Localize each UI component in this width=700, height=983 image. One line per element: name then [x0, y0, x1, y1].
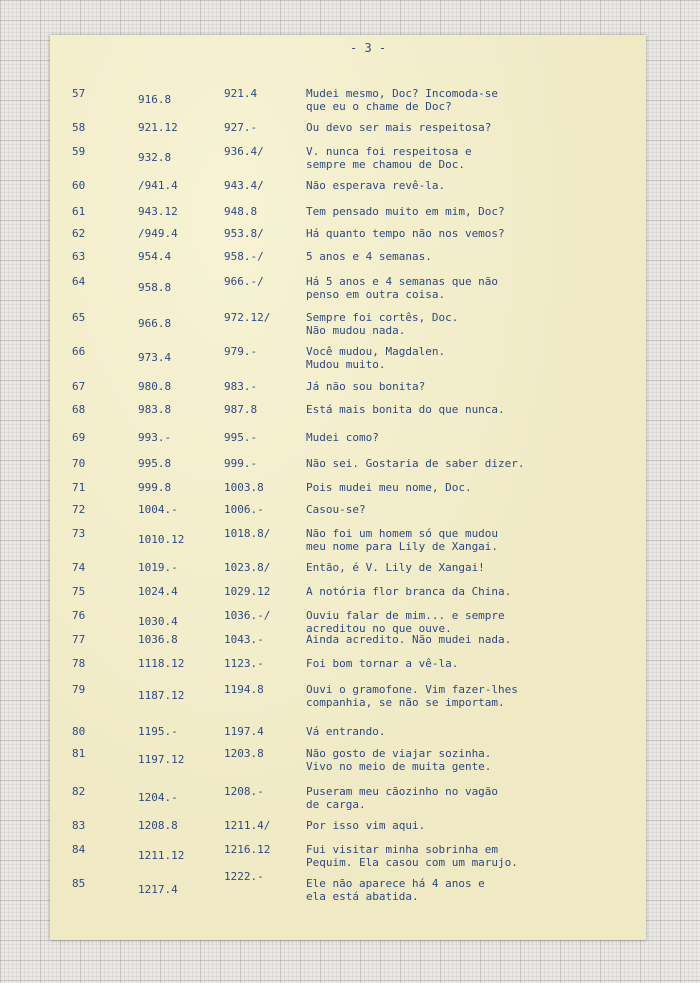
- dialogue-text: [306, 877, 485, 903]
- row-number: 58: [72, 121, 86, 134]
- dialogue-line: Não esperava revê-la.: [306, 179, 446, 192]
- row-number: 65: [72, 311, 86, 324]
- timecode-in: 983.8: [138, 403, 172, 416]
- timecode-out: 979.-: [224, 345, 258, 358]
- dialogue-line: 5 anos e 4 semanas.: [306, 250, 432, 263]
- dialogue-line: Vivo no meio de muita gente.: [306, 760, 492, 773]
- timecode-out: 1208.-: [224, 785, 264, 798]
- timecode-out: 948.8: [224, 205, 258, 218]
- dialogue-text: [306, 683, 518, 709]
- timecode-out: 987.8: [224, 403, 258, 416]
- timecode-out: 1197.4: [224, 725, 264, 738]
- dialogue-line: Não mudou nada.: [306, 324, 406, 337]
- dialogue-text: [306, 179, 445, 192]
- timecode-out: 1018.8/: [224, 527, 271, 540]
- dialogue-line: V. nunca foi respeitosa e: [306, 145, 472, 158]
- timecode-out: 1222.-: [224, 870, 264, 883]
- dialogue-text: [306, 747, 491, 773]
- timecode-in: 1118.12: [138, 657, 185, 670]
- row-number: 63: [72, 250, 86, 263]
- row-number: 61: [72, 205, 86, 218]
- dialogue-text: [306, 527, 498, 553]
- dialogue-line: Mudei como?: [306, 431, 379, 444]
- row-number: 59: [72, 145, 86, 158]
- dialogue-line: sempre me chamou de Doc.: [306, 158, 465, 171]
- dialogue-text: [306, 311, 458, 337]
- dialogue-line: Então, é V. Lily de Xangai!: [306, 561, 485, 574]
- row-number: 71: [72, 481, 86, 494]
- dialogue-line: Não gosto de viajar sozinha.: [306, 747, 492, 760]
- timecode-out: 1023.8/: [224, 561, 271, 574]
- dialogue-line: Não foi um homem só que mudou: [306, 527, 499, 540]
- dialogue-line: Ou devo ser mais respeitosa?: [306, 121, 492, 134]
- timecode-in: 1195.-: [138, 725, 178, 738]
- row-number: 84: [72, 843, 86, 856]
- row-number: 77: [72, 633, 86, 646]
- dialogue-text: [306, 87, 498, 113]
- timecode-out: 953.8/: [224, 227, 264, 240]
- dialogue-text: [306, 633, 511, 646]
- dialogue-text: [306, 345, 445, 371]
- timecode-out: 936.4/: [224, 145, 264, 158]
- row-number: 74: [72, 561, 86, 574]
- dialogue-line: Mudou muito.: [306, 358, 386, 371]
- dialogue-text: [306, 275, 498, 301]
- timecode-out: 921.4: [224, 87, 258, 100]
- dialogue-text: [306, 843, 518, 869]
- dialogue-text: [306, 227, 505, 240]
- row-number: 76: [72, 609, 86, 622]
- timecode-in: 973.4: [138, 351, 172, 364]
- timecode-in: 1208.8: [138, 819, 178, 832]
- dialogue-text: [306, 609, 505, 635]
- dialogue-line: Ainda acredito. Não mudei nada.: [306, 633, 512, 646]
- timecode-in: 1187.12: [138, 689, 185, 702]
- timecode-in: 1036.8: [138, 633, 178, 646]
- timecode-out: 1003.8: [224, 481, 264, 494]
- row-number: 57: [72, 87, 86, 100]
- timecode-in: 958.8: [138, 281, 172, 294]
- timecode-out: 999.-: [224, 457, 258, 470]
- row-number: 75: [72, 585, 86, 598]
- timecode-in: 1204.-: [138, 791, 178, 804]
- timecode-in: 1030.4: [138, 615, 178, 628]
- timecode-out: 943.4/: [224, 179, 264, 192]
- dialogue-line: que eu o chame de Doc?: [306, 100, 452, 113]
- timecode-in: 995.8: [138, 457, 172, 470]
- row-number: 62: [72, 227, 86, 240]
- timecode-out: 1043.-: [224, 633, 264, 646]
- dialogue-line: Há 5 anos e 4 semanas que não: [306, 275, 499, 288]
- dialogue-text: [306, 121, 491, 134]
- timecode-out: 966.-/: [224, 275, 264, 288]
- dialogue-text: [306, 585, 511, 598]
- timecode-out: 1216.12: [224, 843, 271, 856]
- dialogue-line: ela está abatida.: [306, 890, 419, 903]
- row-number: 69: [72, 431, 86, 444]
- dialogue-line: companhia, se não se importam.: [306, 696, 505, 709]
- dialogue-text: [306, 657, 458, 670]
- row-number: 70: [72, 457, 86, 470]
- timecode-out: 1036.-/: [224, 609, 271, 622]
- dialogue-text: [306, 785, 498, 811]
- timecode-in: /949.4: [138, 227, 178, 240]
- dialogue-line: Puseram meu cãozinho no vagão: [306, 785, 499, 798]
- timecode-in: 1019.-: [138, 561, 178, 574]
- timecode-in: /941.4: [138, 179, 178, 192]
- dialogue-text: [306, 431, 379, 444]
- dialogue-text: [306, 250, 432, 263]
- dialogue-line: Foi bom tornar a vê-la.: [306, 657, 459, 670]
- row-number: 64: [72, 275, 86, 288]
- dialogue-text: [306, 145, 472, 171]
- timecode-in: 1004.-: [138, 503, 178, 516]
- dialogue-text: [306, 205, 505, 218]
- timecode-out: 927.-: [224, 121, 258, 134]
- dialogue-line: Tem pensado muito em mim, Doc?: [306, 205, 505, 218]
- dialogue-line: Mudei mesmo, Doc? Incomoda-se: [306, 87, 499, 100]
- timecode-in: 993.-: [138, 431, 172, 444]
- dialogue-line: Fui visitar minha sobrinha em: [306, 843, 499, 856]
- dialogue-line: Você mudou, Magdalen.: [306, 345, 446, 358]
- dialogue-line: meu nome para Lily de Xangai.: [306, 540, 499, 553]
- row-number: 60: [72, 179, 86, 192]
- timecode-in: 1197.12: [138, 753, 185, 766]
- row-number: 85: [72, 877, 86, 890]
- dialogue-line: Não sei. Gostaria de saber dizer.: [306, 457, 525, 470]
- timecode-in: 916.8: [138, 93, 172, 106]
- dialogue-line: Ele não aparece há 4 anos e: [306, 877, 485, 890]
- timecode-in: 943.12: [138, 205, 178, 218]
- dialogue-line: Pois mudei meu nome, Doc.: [306, 481, 472, 494]
- timecode-out: 1029.12: [224, 585, 271, 598]
- dialogue-text: [306, 503, 366, 516]
- row-number: 78: [72, 657, 86, 670]
- dialogue-line: Está mais bonita do que nunca.: [306, 403, 505, 416]
- timecode-out: 995.-: [224, 431, 258, 444]
- dialogue-line: de carga.: [306, 798, 366, 811]
- timecode-in: 1024.4: [138, 585, 178, 598]
- row-number: 72: [72, 503, 86, 516]
- timecode-in: 1211.12: [138, 849, 185, 862]
- timecode-in: 966.8: [138, 317, 172, 330]
- timecode-in: 921.12: [138, 121, 178, 134]
- dialogue-line: Vá entrando.: [306, 725, 386, 738]
- row-number: 79: [72, 683, 86, 696]
- page-number: - 3 -: [350, 41, 387, 55]
- timecode-in: 1010.12: [138, 533, 185, 546]
- row-number: 81: [72, 747, 86, 760]
- dialogue-line: Ouviu falar de mim... e sempre: [306, 609, 505, 622]
- timecode-out: 1203.8: [224, 747, 264, 760]
- row-number: 80: [72, 725, 86, 738]
- timecode-out: 983.-: [224, 380, 258, 393]
- row-number: 66: [72, 345, 86, 358]
- timecode-out: 1006.-: [224, 503, 264, 516]
- row-number: 82: [72, 785, 86, 798]
- row-number: 68: [72, 403, 86, 416]
- dialogue-text: [306, 561, 485, 574]
- dialogue-text: [306, 725, 385, 738]
- timecode-out: 1211.4/: [224, 819, 271, 832]
- timecode-in: 980.8: [138, 380, 172, 393]
- dialogue-text: [306, 403, 505, 416]
- timecode-out: 1123.-: [224, 657, 264, 670]
- row-number: 83: [72, 819, 86, 832]
- timecode-in: 1217.4: [138, 883, 178, 896]
- dialogue-line: Já não sou bonita?: [306, 380, 426, 393]
- dialogue-line: Por isso vim aqui.: [306, 819, 426, 832]
- typed-page: [50, 35, 646, 940]
- dialogue-text: [306, 481, 472, 494]
- dialogue-line: acreditou no que ouve.: [306, 622, 452, 635]
- timecode-in: 932.8: [138, 151, 172, 164]
- dialogue-line: Sempre foi cortês, Doc.: [306, 311, 459, 324]
- dialogue-text: [306, 457, 525, 470]
- dialogue-line: penso em outra coisa.: [306, 288, 446, 301]
- dialogue-text: [306, 380, 425, 393]
- dialogue-text: [306, 819, 425, 832]
- timecode-out: 958.-/: [224, 250, 264, 263]
- timecode-out: 1194.8: [224, 683, 264, 696]
- dialogue-line: Há quanto tempo não nos vemos?: [306, 227, 505, 240]
- timecode-in: 999.8: [138, 481, 172, 494]
- dialogue-line: Pequim. Ela casou com um marujo.: [306, 856, 518, 869]
- dialogue-line: Casou-se?: [306, 503, 366, 516]
- row-number: 73: [72, 527, 86, 540]
- dialogue-line: A notória flor branca da China.: [306, 585, 512, 598]
- row-number: 67: [72, 380, 86, 393]
- dialogue-line: Ouvi o gramofone. Vim fazer-lhes: [306, 683, 518, 696]
- timecode-in: 954.4: [138, 250, 172, 263]
- timecode-out: 972.12/: [224, 311, 271, 324]
